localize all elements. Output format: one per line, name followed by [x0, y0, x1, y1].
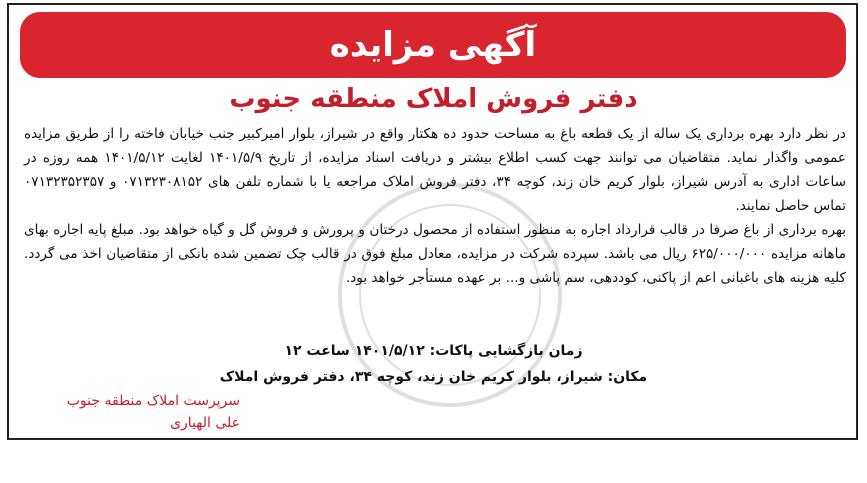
- opening-time: زمان بازگشایی پاکات: ۱۴۰۱/۵/۱۲ ساعت ۱۲: [284, 343, 583, 359]
- notice-paragraph-1: در نظر دارد بهره برداری یک ساله از یک قطعه باغ به مساحت حدود ده هکتار واقع در شیراز، بلوار امیرکبیر جنب خیابان فاخته را از طریق مزایده عمومی واگذار نماید. متقاضیان می توانند جهت کسب اطلاع بیشتر و دریافت اسناد مزایده، از تاریخ ۱۴۰۱/۵/۹ لغایت ۱۴۰۱/۵/۱۲ همه روزه در ساعات اداری به آدرس شیراز، بلوار کریم خان زند، کوچه ۳۴، دفتر فروش املاک مراجعه یا با شماره تلفن های ۰۷۱۳۲۳۰۸۱۵۲ و ۰۷۱۳۲۳۵۲۳۵۷ تماس حاصل نمایند.: [24, 126, 846, 214]
- opening-location: مکان: شیراز، بلوار کریم خان زند، کوچه ۳۴، دفتر فروش املاک: [219, 369, 648, 385]
- notice-title: آگهی مزایده: [329, 25, 537, 65]
- title-banner: [20, 12, 846, 78]
- notice-body: [24, 122, 846, 290]
- signature-name: علی الهیاری: [170, 415, 240, 431]
- signature-title: سرپرست املاک منطقه جنوب: [66, 393, 240, 409]
- organization-title: دفتر فروش املاک منطقه جنوب: [229, 84, 638, 114]
- signature-block: [20, 390, 240, 434]
- opening-details: [0, 338, 867, 390]
- notice-paragraph-2: بهره برداری از باغ صرفا در قالب قرارداد اجاره به منظور استفاده از محصول درختان و پرورش و فروش گل و گیاه خواهد بود. مبلغ پایه اجاره بهای ماهانه مزایده ۶۲۵/۰۰۰/۰۰۰ ریال می باشد. سپرده شرکت در مزایده، معادل مبلغ فوق در قالب چک تضمین شده بانکی از متقاضیان اخذ می گردد. کلیه هزینه های باغبانی اعم از پاکنی، کوددهی، سم پاشی و... بر عهده مستأجر خواهد بود.: [24, 222, 847, 286]
